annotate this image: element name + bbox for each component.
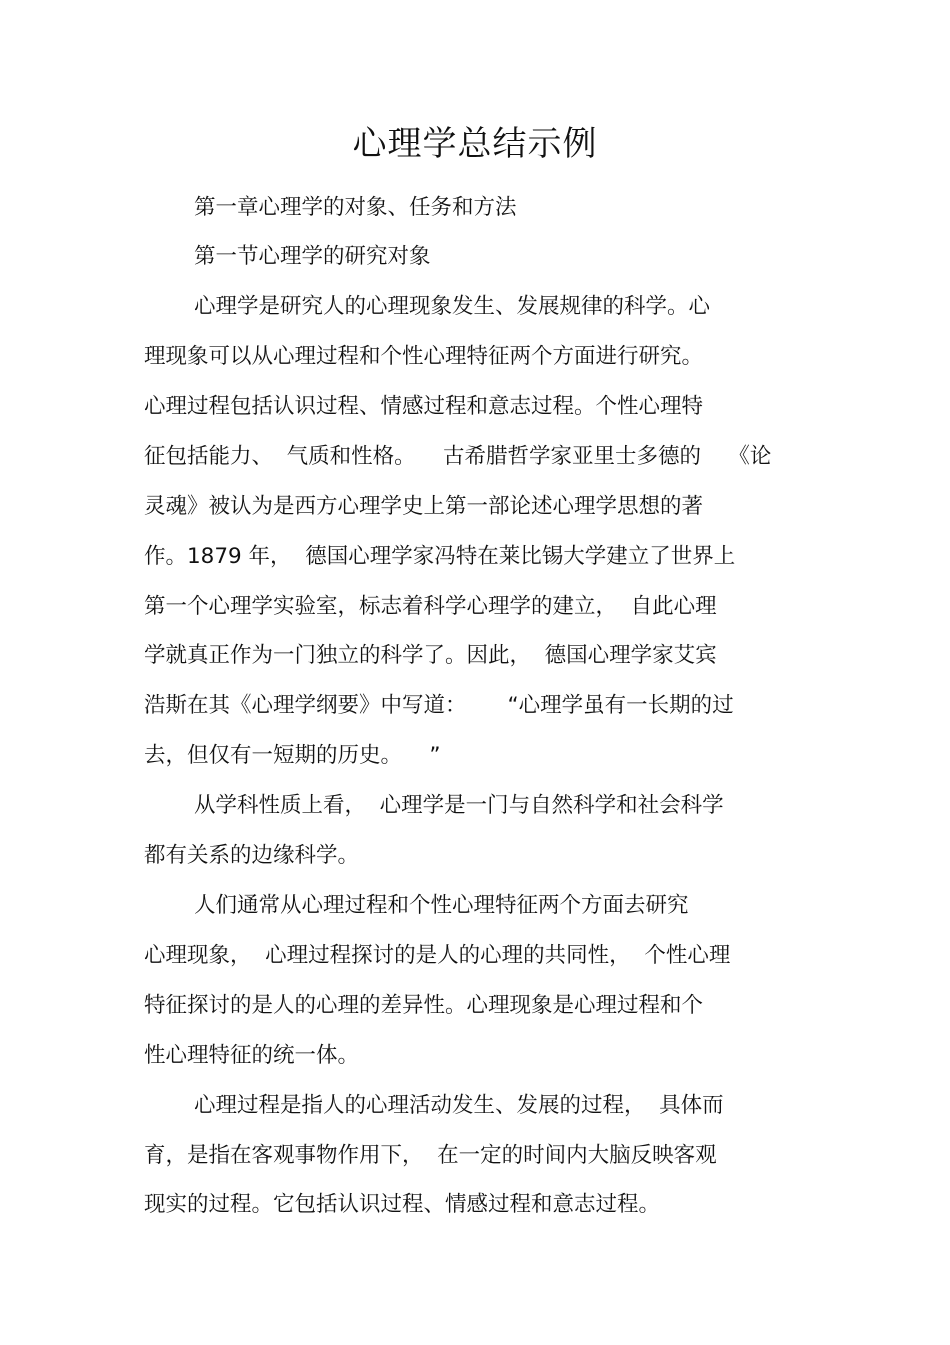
paragraph-line: 去，但仅有一短期的历史。 ” — [144, 743, 441, 768]
paragraph-line: 都有关系的边缘科学。 — [144, 843, 360, 868]
paragraph-line: 作。1879 年， 德国心理学家冯特在莱比锡大学建立了世界上 — [144, 544, 736, 569]
paragraph-line: 学就真正作为一门独立的科学了。因此， 德国心理学家艾宾 — [144, 643, 717, 668]
paragraph-line: 性心理特征的统一体。 — [144, 1043, 360, 1068]
paragraph-line: 从学科性质上看， 心理学是一门与自然科学和社会科学 — [194, 793, 724, 818]
paragraph-line: 人们通常从心理过程和个性心理特征两个方面去研究 — [194, 893, 689, 918]
section-heading: 第一节心理学的研究对象 — [194, 244, 431, 269]
paragraph-line: 理现象可以从心理过程和个性心理特征两个方面进行研究。 — [144, 344, 704, 369]
paragraph-line: 心理过程是指人的心理活动发生、发展的过程， 具体而 — [194, 1093, 724, 1118]
paragraph-line: 灵魂》被认为是西方心理学史上第一部论述心理学思想的著 — [144, 494, 704, 519]
paragraph-line: 心理学是研究人的心理现象发生、发展规律的科学。心 — [194, 294, 711, 319]
paragraph-line: 心理过程包括认识过程、情感过程和意志过程。个性心理特 — [144, 394, 704, 419]
paragraph-line: 育，是指在客观事物作用下， 在一定的时间内大脑反映客观 — [144, 1143, 717, 1168]
chapter-heading: 第一章心理学的对象、任务和方法 — [194, 195, 517, 220]
paragraph-line: 浩斯在其《心理学纲要》中写道： “心理学虽有一长期的过 — [144, 693, 734, 718]
document-title: 心理学总结示例 — [352, 124, 598, 164]
paragraph-line: 第一个心理学实验室，标志着科学心理学的建立， 自此心理 — [144, 594, 717, 619]
paragraph-line: 特征探讨的是人的心理的差异性。心理现象是心理过程和个 — [144, 993, 704, 1018]
paragraph-line: 现实的过程。它包括认识过程、情感过程和意志过程。 — [144, 1192, 661, 1217]
paragraph-line: 心理现象， 心理过程探讨的是人的心理的共同性， 个性心理 — [144, 943, 731, 968]
paragraph-line: 征包括能力、 气质和性格。 古希腊哲学家亚里士多德的 《论 — [144, 444, 772, 469]
